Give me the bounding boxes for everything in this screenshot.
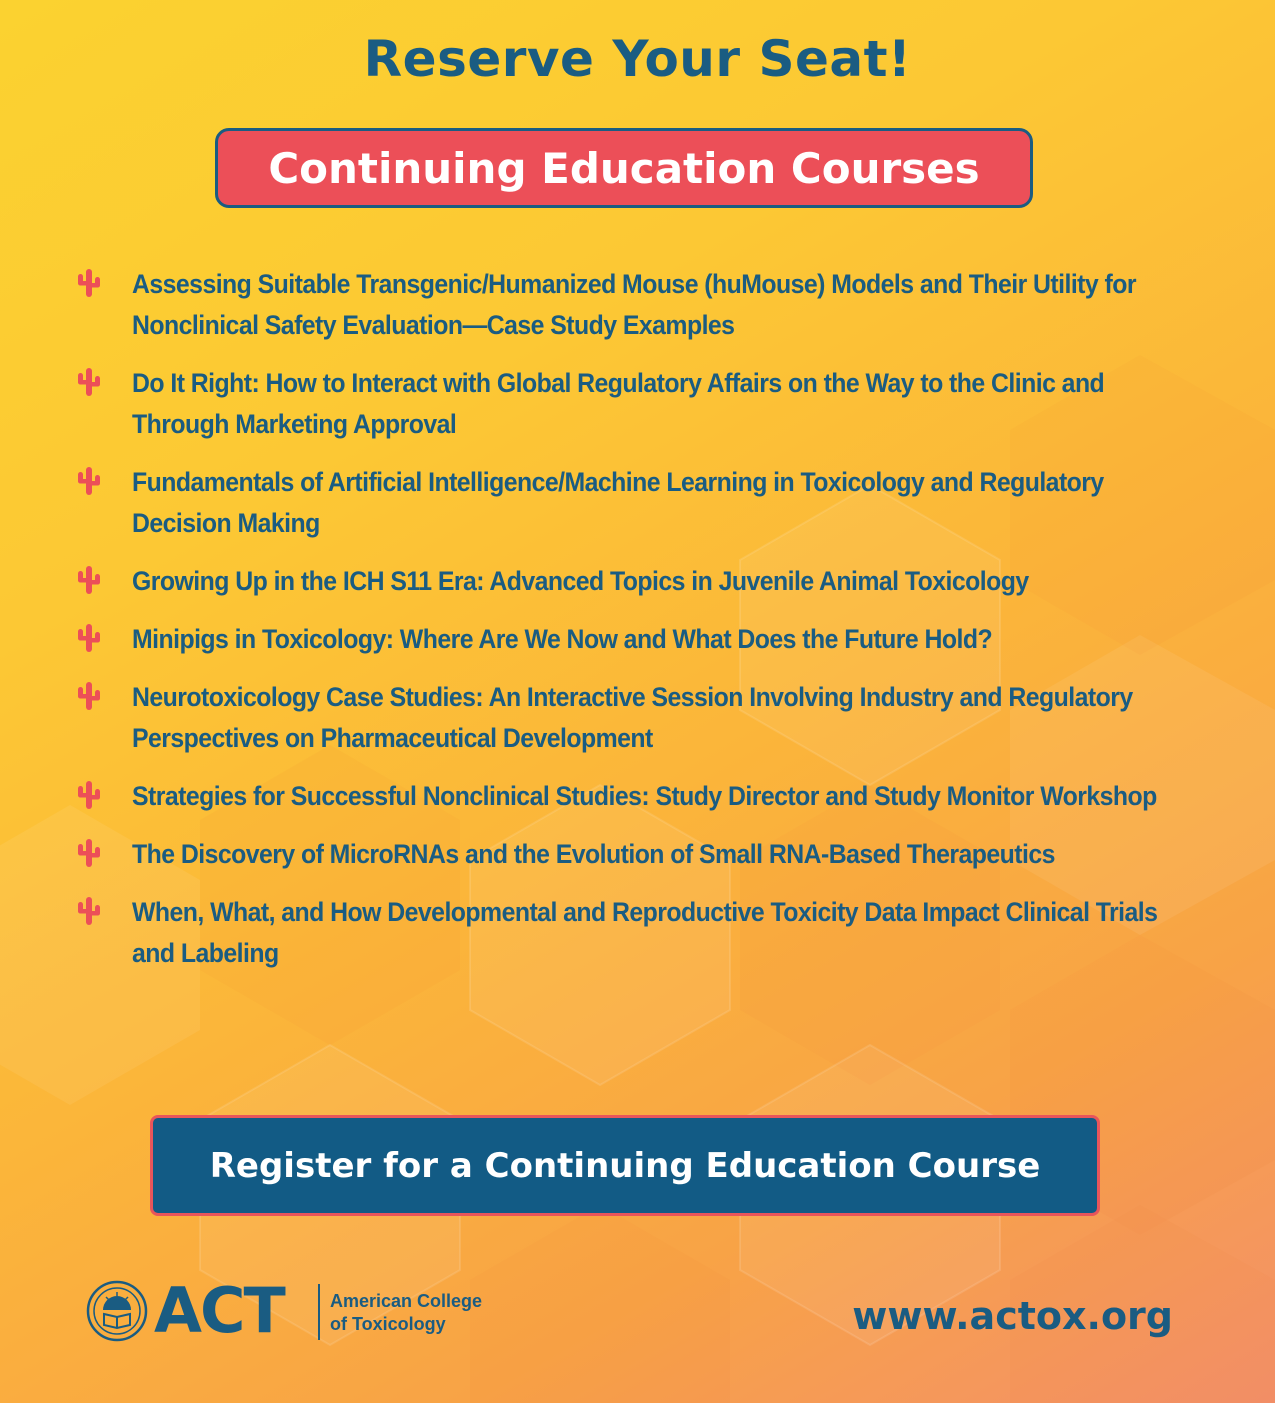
course-title: The Discovery of MicroRNAs and the Evolution of Small RNA-Based Therapeutics — [132, 839, 1055, 869]
cactus-icon — [76, 681, 102, 711]
website-link[interactable]: www.actox.org — [852, 1294, 1173, 1338]
register-button[interactable] — [150, 1115, 1100, 1216]
section-title: Continuing Education Courses — [268, 143, 980, 193]
cactus-icon — [76, 838, 102, 868]
course-item — [76, 561, 1196, 602]
register-button-label: Register for a Continuing Education Course — [209, 1145, 1041, 1186]
course-title: When, What, and How Developmental and Reproductive Toxicity Data Impact Clinical Trials and Labeling — [132, 897, 1158, 968]
course-item — [76, 264, 1196, 346]
logo-divider — [318, 1284, 320, 1340]
course-item — [76, 462, 1196, 544]
course-title: Neurotoxicology Case Studies: An Interactive Session Involving Industry and Regulatory Perspectives on Pharmaceutical Development — [132, 682, 1133, 753]
course-item — [76, 834, 1196, 875]
course-title: Minipigs in Toxicology: Where Are We Now and What Does the Future Hold? — [132, 624, 993, 654]
course-title: Fundamentals of Artificial Intelligence/Machine Learning in Toxicology and Regulatory Decision Making — [132, 467, 1104, 538]
course-item — [76, 776, 1196, 817]
cactus-icon — [76, 780, 102, 810]
course-list — [76, 264, 1196, 991]
course-item — [76, 677, 1196, 759]
course-title: Growing Up in the ICH S11 Era: Advanced Topics in Juvenile Animal Toxicology — [132, 566, 1029, 596]
organization-name — [330, 1290, 550, 1336]
cactus-icon — [76, 466, 102, 496]
course-title: Strategies for Successful Nonclinical Studies: Study Director and Study Monitor Workshop — [132, 781, 1157, 811]
cactus-icon — [76, 623, 102, 653]
course-title: Do It Right: How to Interact with Global Regulatory Affairs on the Way to the Clinic and Through Marketing Approval — [132, 368, 1105, 439]
cactus-icon — [76, 367, 102, 397]
course-item — [76, 619, 1196, 660]
course-title: Assessing Suitable Transgenic/Humanized Mouse (huMouse) Models and Their Utility for Nonclinical Safety Evaluation—Case Study Examples — [132, 269, 1136, 340]
section-title-badge — [215, 128, 1033, 208]
logo-abbreviation: ACT — [154, 1274, 284, 1347]
cactus-icon — [76, 896, 102, 926]
cactus-icon — [76, 268, 102, 298]
organization-name-line2: of Toxicology — [330, 1314, 446, 1334]
course-item — [76, 363, 1196, 445]
course-item — [76, 892, 1196, 974]
organization-name-line1: American College — [330, 1291, 483, 1311]
cactus-icon — [76, 565, 102, 595]
seal-icon — [86, 1280, 148, 1342]
headline: Reserve Your Seat! — [363, 30, 912, 88]
